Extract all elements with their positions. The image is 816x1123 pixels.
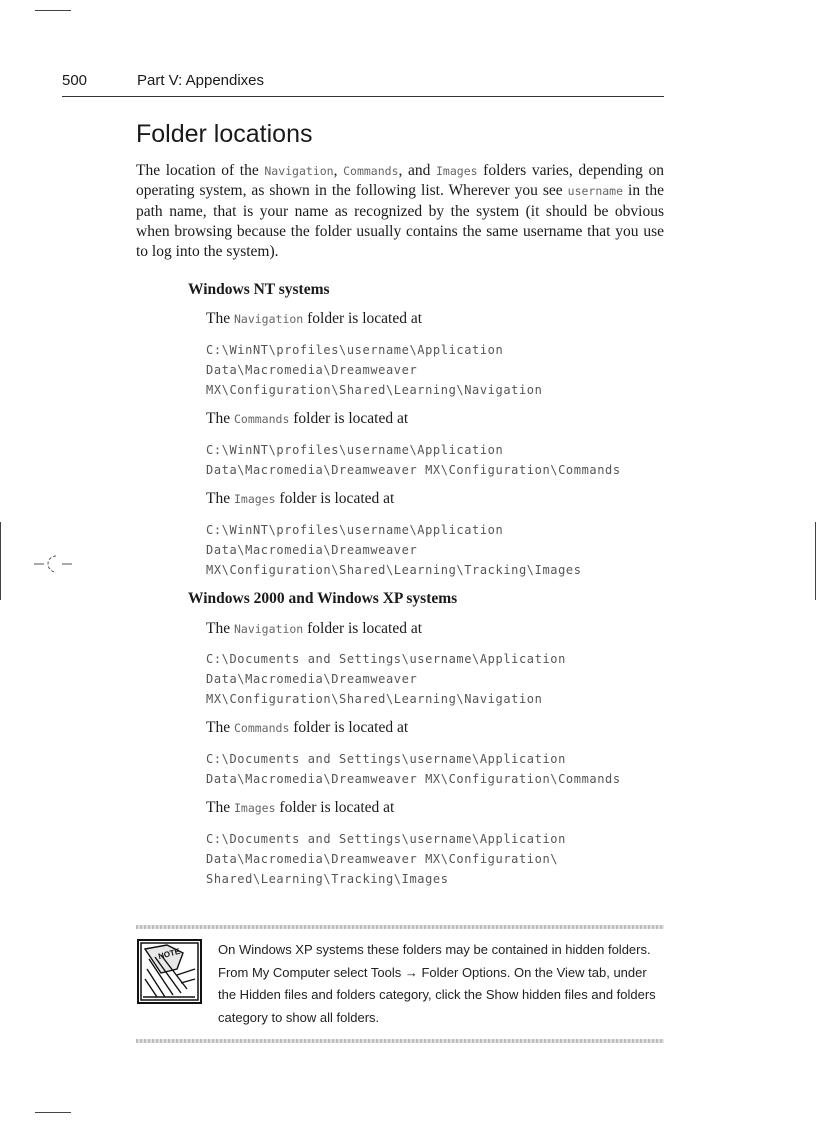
registration-mark-icon: [34, 550, 74, 580]
path-block: C:\WinNT\profiles\username\Application Data\Macromedia\Dreamweaver MX\Configuration\Shared\Learning\Tracking\Images: [206, 523, 582, 577]
page-number: 500: [62, 72, 88, 89]
path-block: C:\Documents and Settings\username\Application Data\Macromedia\Dreamweaver MX\Configuration\Commands: [206, 752, 621, 786]
code-navigation: Navigation: [264, 164, 334, 178]
code-commands: Commands: [343, 164, 399, 178]
note-icon: [137, 939, 202, 1004]
note-rule-bottom: [136, 1039, 664, 1043]
entry-lead: The Images folder is located at: [206, 799, 395, 816]
section-title: Folder locations: [136, 120, 313, 148]
path-block: C:\Documents and Settings\username\Application Data\Macromedia\Dreamweaver MX\Configuration\Shared\Learning\Navigation: [206, 652, 566, 706]
intro-paragraph: The location of the Navigation, Commands, and Images folders varies, depending on operating system, as shown in the following list. Wherever you see username in the path name, that is your name as recognized by the system (it should be obvious when browsing because the folder usually contains the same username that you use to log into the system).: [136, 162, 665, 261]
entry-lead: The Images folder is located at: [206, 490, 395, 507]
note-rule-top: [136, 925, 664, 929]
group-heading-nt: Windows NT systems: [188, 281, 330, 298]
code-username: username: [567, 184, 624, 199]
path-block: C:\WinNT\profiles\username\Application Data\Macromedia\Dreamweaver MX\Configuration\Commands: [206, 443, 621, 477]
running-header: [62, 72, 664, 97]
code-images: Images: [436, 164, 478, 178]
entry-lead: The Navigation folder is located at: [206, 620, 423, 637]
note-text: On Windows XP systems these folders may be contained in hidden folders. From My Computer select Tools → Folder Options. On the View tab, under the Hidden files and folders category, click the Show hidden files and folders category to show all folders.: [218, 942, 656, 1025]
group-heading-xp: Windows 2000 and Windows XP systems: [188, 590, 458, 607]
entry-lead: The Commands folder is located at: [206, 410, 409, 427]
path-block: C:\Documents and Settings\username\Application Data\Macromedia\Dreamweaver MX\Configuration\ Shared\Learning\Tracking\Images: [206, 832, 566, 886]
entry-lead: The Commands folder is located at: [206, 719, 409, 736]
crop-mark-left-edge: [0, 522, 1, 600]
entry-lead: The Navigation folder is located at: [206, 310, 423, 327]
path-block: C:\WinNT\profiles\username\Application Data\Macromedia\Dreamweaver MX\Configuration\Shared\Learning\Navigation: [206, 343, 543, 397]
crop-mark-bottom-left: [35, 1112, 71, 1113]
part-title: Part V: Appendixes: [137, 72, 265, 89]
crop-mark-top-left: [35, 10, 71, 11]
note-icon-label: NOTE: [157, 946, 182, 962]
